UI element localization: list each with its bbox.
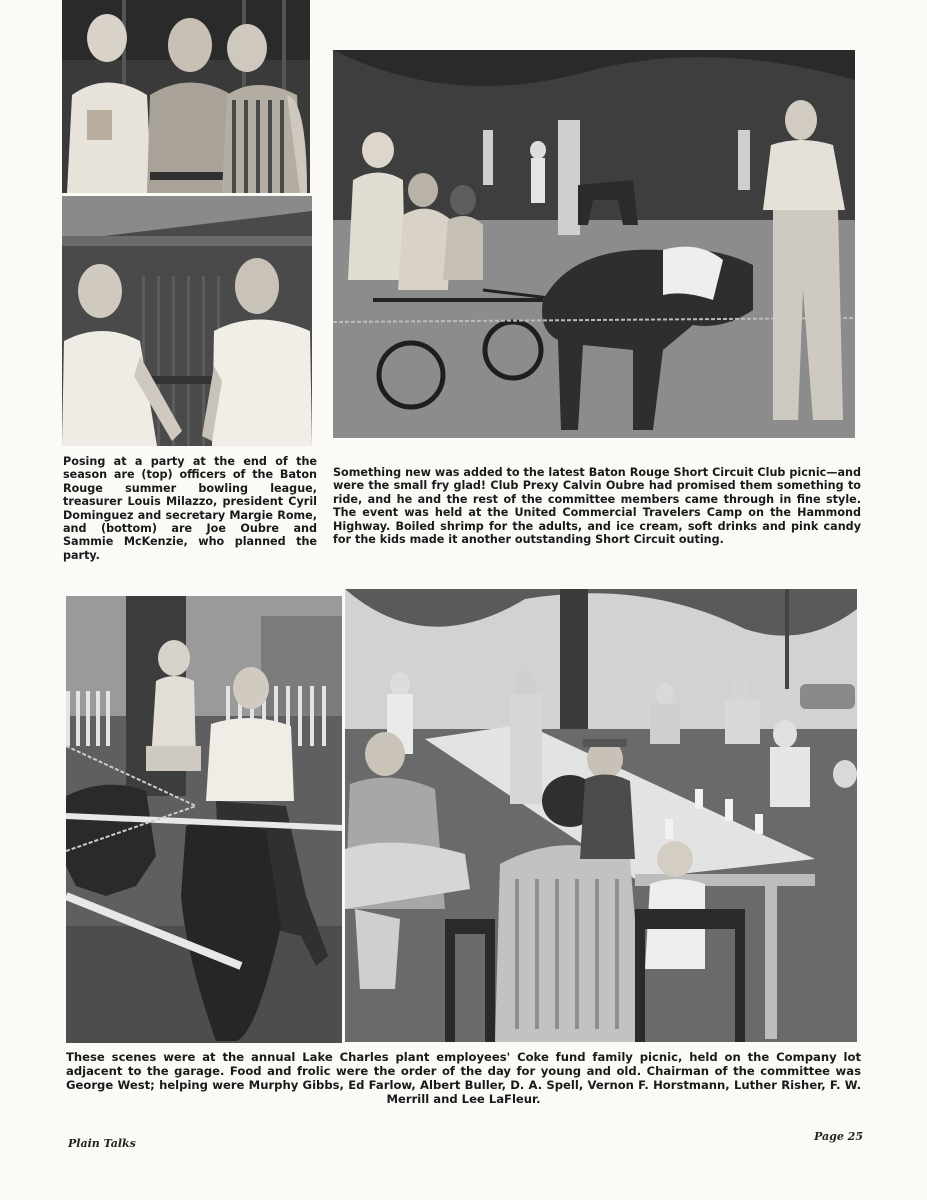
caption-short-circuit-picnic: Something new was added to the latest Baton Rouge Short Circuit Club picnic—and were the small fry glad! Club Prexy Calvin Oubre had promised them something to ride, and he and the rest of the committee members came through in fine style. The event was held at the United Commercial Travelers Camp on the Hammond Highway. Boiled shrimp for the adults, and ice cream, soft drinks and pink candy for the kids made it another outstanding Short Circuit outing. (333, 466, 861, 547)
caption-bowling-party: Posing at a party at the end of the season are (top) officers of the Baton Rouge summer bowling league, treasurer Louis Milazzo, president Cyril Dominguez and secretary Margie Rome, and (bottom) are Joe Oubre and Sammie McKenzie, who planned the party. (63, 455, 317, 562)
photo-pony-cart (333, 50, 855, 438)
photo-party-planners (62, 196, 312, 446)
photo-bowling-officers (62, 0, 310, 193)
photo-picnic-tables (345, 589, 857, 1042)
photo-children-pony-ride (66, 596, 342, 1043)
page-number: Page 25 (814, 1130, 863, 1143)
caption-lake-charles-picnic: These scenes were at the annual Lake Charles plant employees' Coke fund family picnic, held on the Company lot adjacent to the garage. Food and frolic were the order of the day for young and old. Chairman of the committee was George West; helping were Murphy Gibbs, Ed Farlow, Albert Buller, D. A. Spell, Vernon F. Horstmann, Luther Risher, F. W. Merrill and Lee LaFleur. (66, 1050, 861, 1106)
publication-name: Plain Talks (68, 1137, 136, 1150)
